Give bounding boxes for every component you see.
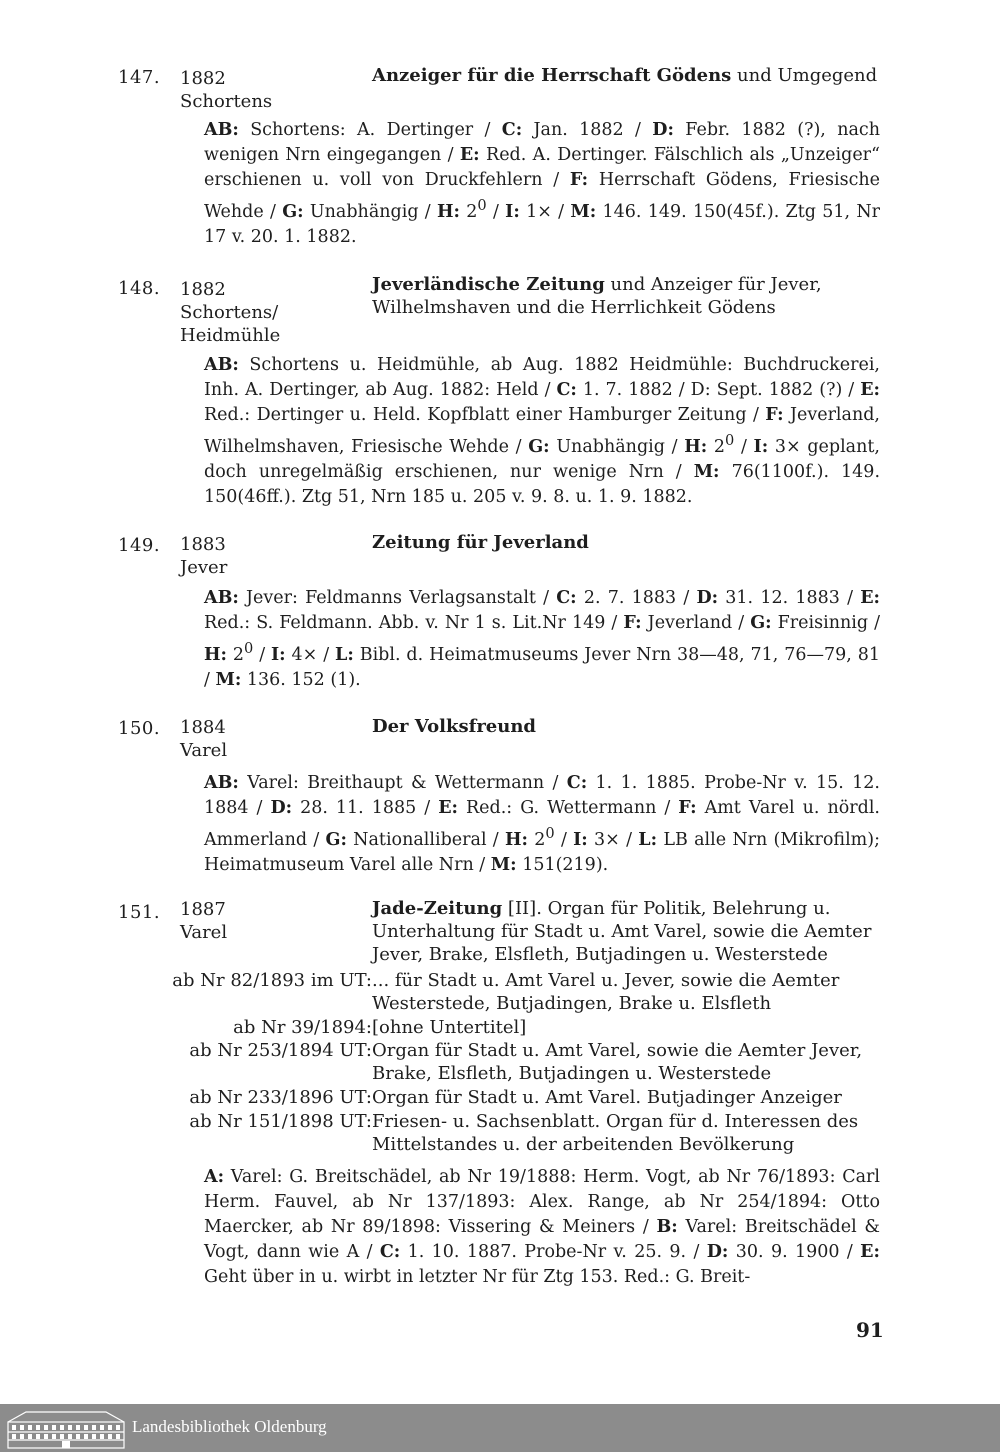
entry-title (372, 64, 878, 87)
entry-meta (180, 533, 227, 579)
entry-body: AB: Schortens: A. Dertinger / C: Jan. 1882 / D: Febr. 1882 (?), nach wenigen Nrn eingegangen / E: Red. A. Dertinger. Fälschlich als „Unzeiger“ erschienen u. voll von Druckfehlern / F: Herrschaft Gödens, Friesische Wehde / G: Unabhängig / H: $2^0$ / I: 1× / M: 146. 149. 150(45f.). Ztg 51, Nr 17 v. 20. 1. 1882. (204, 120, 880, 247)
page-number: 91 (856, 1318, 884, 1342)
entry-title-bold: Jeverländische Zeitung (372, 274, 605, 295)
entry-year: 1887 (180, 899, 226, 920)
entry-number: 151. (118, 902, 161, 923)
entry-title (372, 715, 878, 738)
subtitle-text: [ohne Untertitel] (372, 1017, 527, 1038)
subtitle-label: ab Nr 253/1894 UT: (189, 1040, 372, 1061)
subtitle-text: Organ für Stadt u. Amt Varel, sowie die Aemter Jever, Brake, Elsfleth, Butjadingen u. Westerstede (372, 1040, 863, 1084)
subtitle-label: ab Nr 82/1893 im UT: (172, 970, 372, 991)
entry-place: Schortens (180, 91, 273, 112)
entry-number: 147. (118, 67, 161, 88)
entry-body: A: Varel: G. Breitschädel, ab Nr 19/1888: Herm. Vogt, ab Nr 76/1893: Carl Herm. Fauvel, ab Nr 137/1893: Alex. Range, ab Nr 254/1894: Otto Maercker, ab Nr 89/1898: Vissering & Meiners / B: Varel: Breitschädel & Vogt, dann wie A / C: 1. 10. 1887. Probe-Nr v. 25. 9. / D: 30. 9. 1900 / E: Geht über in u. wirbt in letzter Nr für Ztg 153. Red.: G. Breit- (204, 1167, 880, 1287)
entry-title-bold: Anzeiger für die Herrschaft Gödens (372, 65, 732, 86)
entry-title-rest: und Umgegend (731, 65, 878, 86)
entry-body: AB: Varel: Breithaupt & Wettermann / C: 1. 1. 1885. Probe-Nr v. 15. 12. 1884 / D: 28. 11. 1885 / E: Red.: G. Wettermann / F: Amt Varel u. nördl. Ammerland / G: Nationalliberal / H: $2^0$ / I: 3× / L: LB alle Nrn (Mikrofilm); Heimatmuseum Varel alle Nrn / M: 151(219). (204, 773, 880, 875)
entry-number: 148. (118, 278, 161, 299)
subtitle-label: ab Nr 39/1894: (233, 1017, 372, 1038)
entry-place: Schortens/ (180, 302, 279, 323)
entry-title-rest: [II]. Organ für Politik, Belehrung u. Unterhaltung für Stadt u. Amt Varel, sowie die Aemter Jever, Brake, Elsfleth, Butjadingen u. Westerstede (372, 898, 872, 965)
entry-place: Jever (180, 557, 228, 578)
entry-year: 1883 (180, 534, 226, 555)
library-name: Landesbibliothek Oldenburg (132, 1417, 327, 1436)
entry-body: AB: Jever: Feldmanns Verlagsanstalt / C: 2. 7. 1883 / D: 31. 12. 1883 / E: Red.: S. Feldmann. Abb. v. Nr 1 s. Lit.Nr 149 / F: Jeverland / G: Freisinnig / H: $2^0$ / I: 4× / L: Bibl. d. Heimatmuseums Jever Nrn 38—48, 71, 76—79, 81 / M: 136. 152 (1). (204, 588, 880, 690)
subtitle-label: ab Nr 151/1898 UT: (189, 1111, 372, 1132)
entry-meta (180, 716, 227, 762)
entry-year: 1882 (180, 279, 226, 300)
entry-title-bold: Der Volksfreund (372, 716, 537, 737)
entry-number: 149. (118, 535, 161, 556)
entry-title (372, 897, 878, 966)
entry-meta (180, 67, 272, 113)
entry-title (372, 273, 878, 319)
entry-meta (180, 278, 280, 347)
entry-place-2: Heidmühle (180, 325, 281, 346)
entry-title-bold: Zeitung für Jeverland (372, 532, 589, 553)
subtitle-text: ... für Stadt u. Amt Varel u. Jever, sowie die Aemter Westerstede, Butjadingen, Brake u. Elsfleth (372, 970, 840, 1014)
library-building-icon (6, 1408, 126, 1450)
subtitle-text: Friesen- u. Sachsenblatt. Organ für d. Interessen des Mittelstandes u. der arbeitenden Bevölkerung (372, 1111, 859, 1155)
entry-body: AB: Schortens u. Heidmühle, ab Aug. 1882 Heidmühle: Buchdruckerei, Inh. A. Dertinger, ab Aug. 1882: Held / C: 1. 7. 1882 / D: Sept. 1882 (?) / E: Red.: Dertinger u. Held. Kopfblatt einer Hamburger Zeitung / F: Jeverland, Wilhelmshaven, Friesische Wehde / G: Unabhängig / H: $2^0$ / I: 3× geplant, doch unregelmäßig erschienen, nur wenige Nrn / M: 76(1100f.). 149. 150(46ff.). Ztg 51, Nrn 185 u. 205 v. 9. 8. u. 1. 9. 1882. (204, 355, 881, 507)
entry-year: 1884 (180, 717, 226, 738)
entry-meta (180, 898, 227, 944)
entry-title (372, 531, 878, 554)
subtitle-text: Organ für Stadt u. Amt Varel. Butjadinger Anzeiger (372, 1087, 842, 1108)
entry-number: 150. (118, 718, 161, 739)
entry-year: 1882 (180, 68, 226, 89)
entry-title-rest: und Anzeiger für Jever, Wilhelmshaven und die Herrlichkeit Gödens (372, 274, 822, 318)
entry-title-bold: Jade-Zeitung (372, 898, 503, 919)
library-footer (0, 1404, 1000, 1452)
subtitle-label: ab Nr 233/1896 UT: (189, 1087, 372, 1108)
entry-place: Varel (180, 740, 228, 761)
entry-place: Varel (180, 922, 228, 943)
